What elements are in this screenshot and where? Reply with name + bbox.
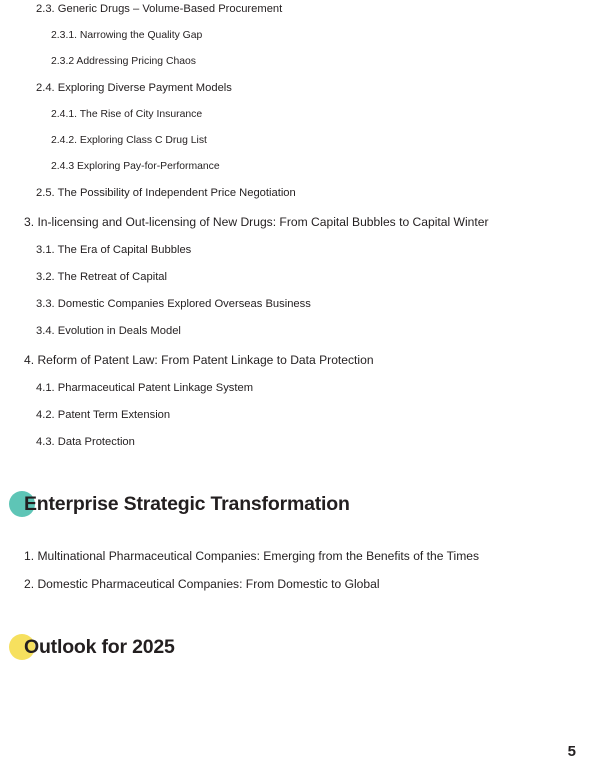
toc-entry[interactable]: 2.4.3 Exploring Pay-for-Performance: [51, 161, 220, 172]
toc-entry[interactable]: 4. Reform of Patent Law: From Patent Linkage to Data Protection: [24, 353, 374, 368]
toc-entry[interactable]: 4.2. Patent Term Extension: [36, 409, 171, 422]
page-number: 5: [567, 743, 576, 760]
toc-entry[interactable]: 3.2. The Retreat of Capital: [36, 271, 168, 284]
toc-entry[interactable]: 2.4. Exploring Diverse Payment Models: [36, 82, 232, 94]
toc-entry[interactable]: 3.1. The Era of Capital Bubbles: [36, 244, 192, 257]
toc-entry[interactable]: 2.4.1. The Rise of City Insurance: [51, 109, 203, 120]
toc-entry[interactable]: 1. Multinational Pharmaceutical Companies: Emerging from the Benefits of the Times: [24, 549, 480, 564]
toc-entry[interactable]: 2. Domestic Pharmaceutical Companies: From Domestic to Global: [24, 577, 380, 592]
toc-entry[interactable]: 4.3. Data Protection: [36, 436, 135, 449]
section-item-list-enterprise: [24, 529, 576, 592]
toc-entry[interactable]: 3.4. Evolution in Deals Model: [36, 325, 181, 338]
section-title: Enterprise Strategic Transformation: [24, 492, 350, 515]
toc-entry[interactable]: 2.4.2. Exploring Class C Drug List: [51, 135, 207, 146]
toc-entry[interactable]: 2.5. The Possibility of Independent Price Negotiation: [36, 187, 296, 199]
toc-entry[interactable]: 2.3. Generic Drugs – Volume-Based Procurement: [36, 3, 283, 15]
toc-entry[interactable]: 3. In-licensing and Out-licensing of New Drugs: From Capital Bubbles to Capital Winter: [24, 215, 489, 229]
section-title: Outlook for 2025: [24, 635, 175, 658]
section-heading-enterprise-strategic-transformation: [24, 489, 576, 519]
toc-entry[interactable]: 4.1. Pharmaceutical Patent Linkage System: [36, 382, 254, 395]
table-of-contents: [24, 0, 576, 449]
toc-entry[interactable]: 2.3.2 Addressing Pricing Chaos: [51, 56, 196, 67]
toc-entry[interactable]: 3.3. Domestic Companies Explored Overseas Business: [36, 298, 311, 311]
toc-entry[interactable]: 2.3.1. Narrowing the Quality Gap: [51, 30, 203, 41]
section-heading-outlook-for-2025: [24, 632, 576, 662]
